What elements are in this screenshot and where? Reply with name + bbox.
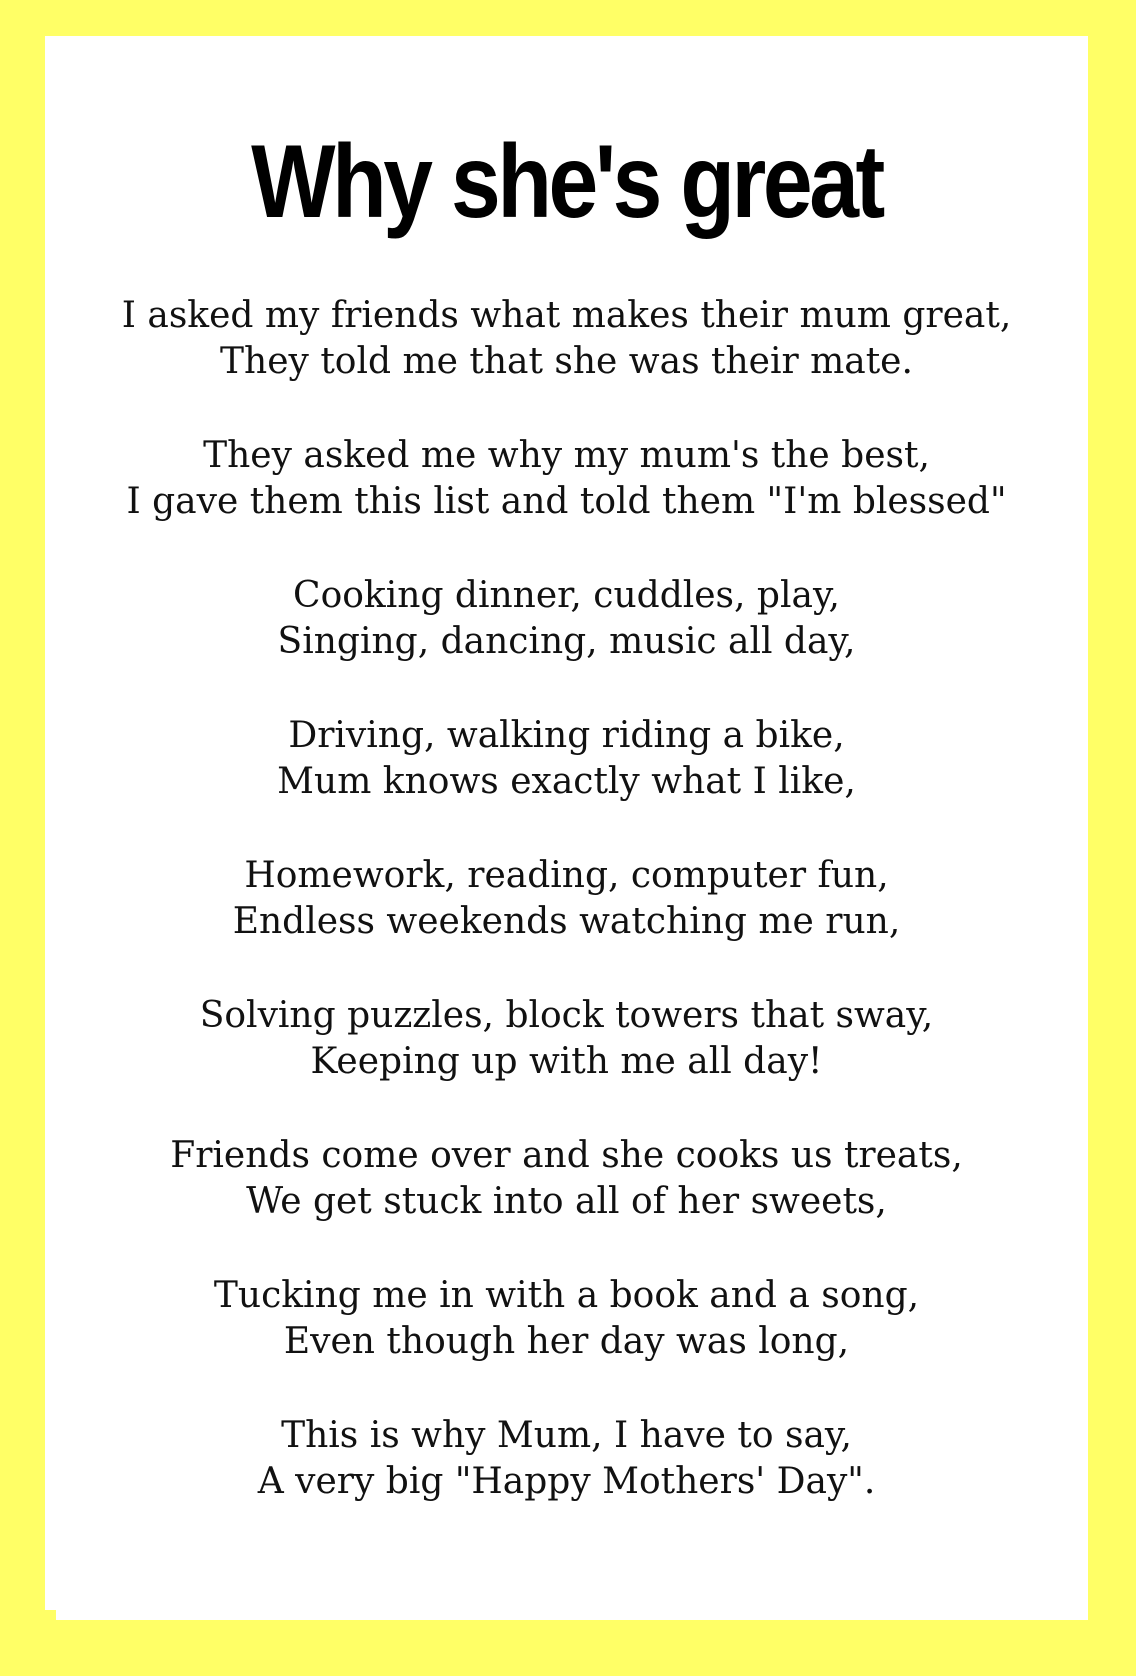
- poem-line: This is why Mum, I have to say,: [281, 1415, 852, 1456]
- stanza: [45, 433, 1088, 573]
- stanza: [45, 573, 1088, 713]
- poem-title: Why she's great: [251, 124, 882, 240]
- poem-line: Endless weekends watching me run,: [232, 901, 901, 942]
- poem-line: Singing, dancing, music all day,: [277, 621, 856, 662]
- poem-line: Friends come over and she cooks us treats,: [170, 1135, 963, 1176]
- card-bottom-edge: [56, 1606, 1088, 1620]
- poem-line: Homework, reading, computer fun,: [244, 855, 889, 896]
- poem-body: [45, 293, 1088, 1553]
- stanza: [45, 1133, 1088, 1273]
- poem-line: A very big "Happy Mothers' Day".: [257, 1461, 876, 1502]
- poem-line: They asked me why my mum's the best,: [203, 435, 930, 476]
- poem-line: We get stuck into all of her sweets,: [246, 1181, 887, 1222]
- poem-line: Mum knows exactly what I like,: [277, 761, 856, 802]
- poem-line: Keeping up with me all day!: [310, 1041, 823, 1082]
- poem-card: [45, 36, 1088, 1610]
- poem-line: I asked my friends what makes their mum great,: [121, 295, 1012, 336]
- stanza: [45, 993, 1088, 1133]
- poem-line: Tucking me in with a book and a song,: [213, 1275, 920, 1316]
- poem-line: They told me that she was their mate.: [220, 341, 913, 382]
- stanza: [45, 1273, 1088, 1413]
- stanza: [45, 1413, 1088, 1553]
- poem-line: Driving, walking riding a bike,: [288, 715, 845, 756]
- poem-line: Even though her day was long,: [283, 1321, 850, 1362]
- poem-line: I gave them this list and told them "I'm blessed": [126, 481, 1007, 522]
- stanza: [45, 713, 1088, 853]
- stanza: [45, 853, 1088, 993]
- poem-line: Cooking dinner, cuddles, play,: [293, 575, 840, 616]
- poem-line: Solving puzzles, block towers that sway,: [199, 995, 934, 1036]
- stanza: [45, 293, 1088, 433]
